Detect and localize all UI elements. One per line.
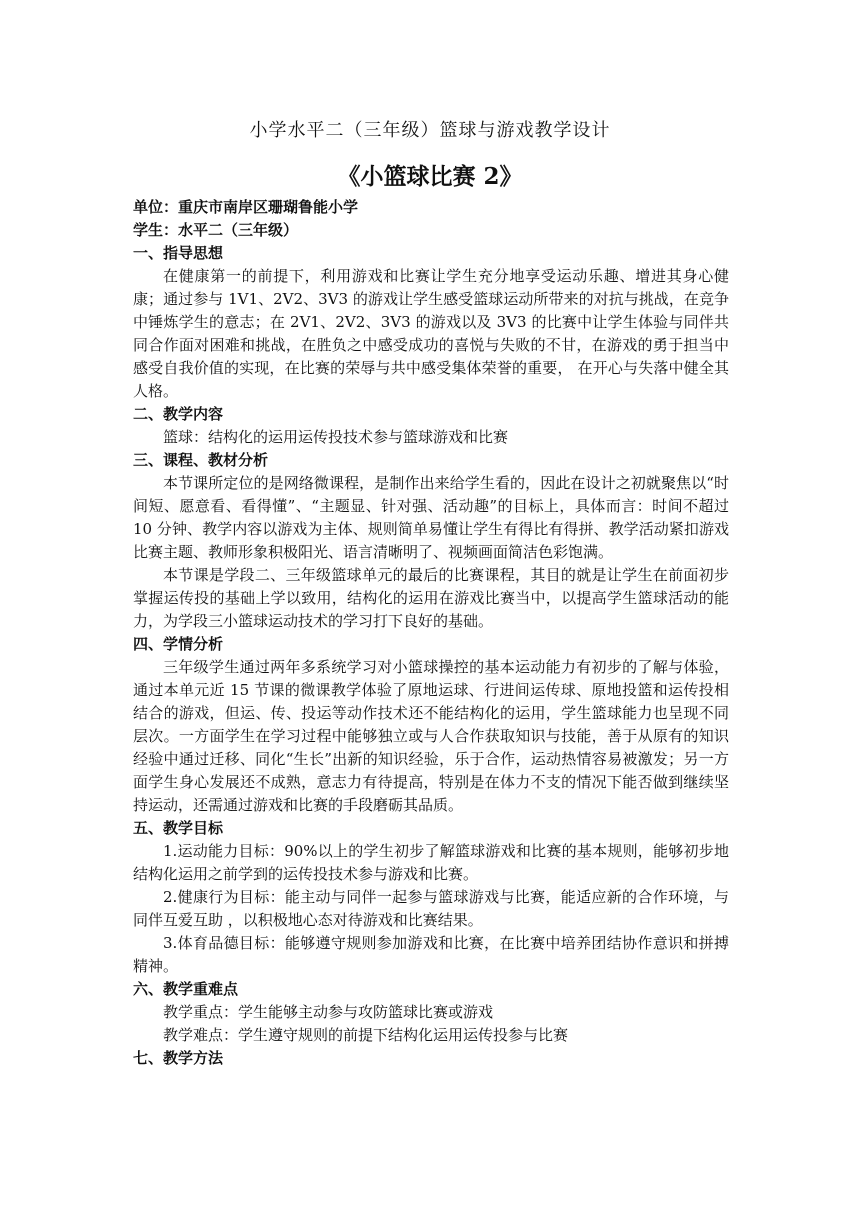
paragraph: 本节课是学段二、三年级篮球单元的最后的比赛课程，其目的就是让学生在前面初步掌握运传投的基础上学以致用，结构化的运用在游戏比赛当中，以提高学生篮球活动的能力，为学段三小篮球运动技术的学习打下良好的基础。 xyxy=(133,566,729,630)
document-title: 小学水平二（三年级）篮球与游戏教学设计 xyxy=(249,120,611,141)
section-heading-course-analysis: 三、课程、教材分析 xyxy=(133,451,269,469)
goal-item: 3.体育品德目标：能够遵守规则参加游戏和比赛，在比赛中培养团结协作意识和拼搏精神。 xyxy=(133,934,729,975)
lesson-title: 《小篮球比赛 2》 xyxy=(337,163,523,190)
key-point: 教学重点：学生能够主动参与攻防篮球比赛或游戏 xyxy=(163,1003,494,1021)
paragraph: 三年级学生通过两年多系统学习对小篮球操控的基本运动能力有初步的了解与体验，通过本单元近 15 节课的微课教学体验了原地运球、行进间运传球、原地投篮和运传投相结合的游戏，但运、传、投运等动作技术还不能结构化的运用，学生篮球能力也呈现不同层次。一方面学生在学习过程中能够独立或与人合作获取知识与技能，善于从原有的知识经验中通过迁移、同化“生长”出新的知识经验，乐于合作，运动热情容易被激发；另一方面学生身心发展还不成熟，意志力有待提高，特别是在体力不支的情况下能否做到继续坚持运动，还需通过游戏和比赛的手段磨砺其品质。 xyxy=(133,658,729,814)
difficult-point: 教学难点：学生遵守规则的前提下结构化运用运传投参与比赛 xyxy=(163,1026,569,1044)
paragraph: 篮球：结构化的运用运传投技术参与篮球游戏和比赛 xyxy=(163,428,509,446)
goal-item: 1.运动能力目标：90%以上的学生初步了解篮球游戏和比赛的基本规则，能够初步地结构化运用之前学到的运传投技术参与游戏和比赛。 xyxy=(133,842,729,883)
document-body xyxy=(133,196,729,1070)
section-heading-teaching-goals: 五、教学目标 xyxy=(133,819,224,837)
section-heading-teaching-content: 二、教学内容 xyxy=(133,405,224,423)
goal-item: 2.健康行为目标：能主动与同伴一起参与篮球游戏与比赛，能适应新的合作环境，与同伴互爱互助 ，以积极地心态对待游戏和比赛结果。 xyxy=(133,888,729,929)
paragraph: 在健康第一的前提下，利用游戏和比赛让学生充分地享受运动乐趣、增进其身心健康；通过参与 1V1、2V2、3V3 的游戏让学生感受篮球运动所带来的对抗与挑战，在竞争中锤炼学生的意志；在 2V1、2V2、3V3 的游戏以及 3V3 的比赛中让学生体验与同伴共同合作面对困难和挑战，在胜负之中感受成功的喜悦与失败的不甘，在游戏的勇于担当中感受自我价值的实现，在比赛的荣辱与共中感受集体荣誉的重要， 在开心与失落中健全其人格。 xyxy=(133,267,729,400)
section-heading-student-analysis: 四、学情分析 xyxy=(133,635,224,653)
student-level: 学生：水平二（三年级） xyxy=(133,221,299,239)
section-heading-guiding-ideology: 一、指导思想 xyxy=(133,244,224,262)
school-unit: 单位：重庆市南岸区珊瑚鲁能小学 xyxy=(133,198,359,216)
section-heading-key-points: 六、教学重难点 xyxy=(133,980,239,998)
paragraph: 本节课所定位的是网络微课程，是制作出来给学生看的，因此在设计之初就聚焦以“时间短、愿意看、看得懂”、“主题显、针对强、活动趣”的目标上，具体而言：时间不超过 10 分钟、教学内容以游戏为主体、规则简单易懂让学生有得比有得拼、教学活动紧扣游戏比赛主题、教师形象积极阳光、语言清晰明了、视频画面简洁色彩饱满。 xyxy=(133,474,729,561)
section-heading-teaching-methods: 七、教学方法 xyxy=(133,1049,224,1067)
